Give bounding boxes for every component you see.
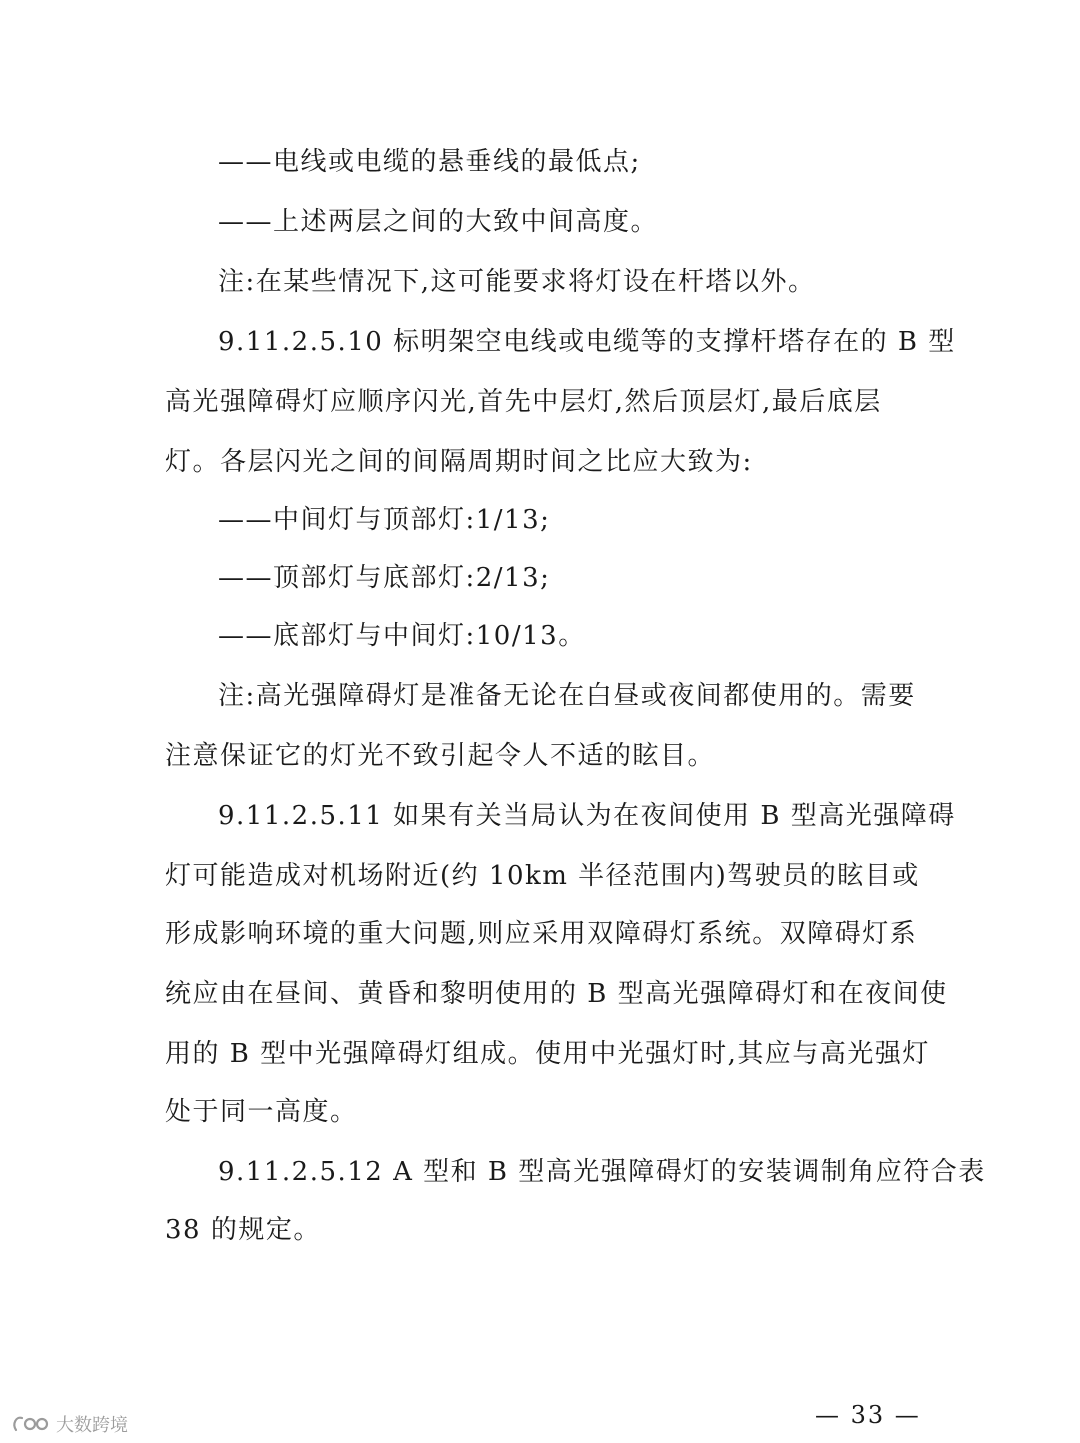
text-line: ——上述两层之间的大致中间高度。 xyxy=(218,207,659,237)
text-line: 统应由在昼间、黄昏和黎明使用的 B 型高光强障碍灯和在夜间使 xyxy=(165,979,948,1009)
list-item: ——底部灯与中间灯:10/13。 xyxy=(218,621,586,651)
note-line: 注:高光强障碍灯是准备无论在白昼或夜间都使用的。需要 xyxy=(218,681,916,711)
watermark xyxy=(10,1410,128,1438)
text-line: 形成影响环境的重大问题,则应采用双障碍灯系统。双障碍灯系 xyxy=(165,919,918,949)
note-line: 注:在某些情况下,这可能要求将灯设在杆塔以外。 xyxy=(218,267,816,297)
text-line: 处于同一高度。 xyxy=(165,1097,358,1127)
logo-icon xyxy=(10,1412,50,1436)
list-item: ——顶部灯与底部灯:2/13; xyxy=(218,563,551,593)
text-line: 高光强障碍灯应顺序闪光,首先中层灯,然后顶层灯,最后底层 xyxy=(165,387,882,417)
text-line: 灯可能造成对机场附近(约 10km 半径范围内)驾驶员的眩目或 xyxy=(165,861,920,891)
list-item: ——中间灯与顶部灯:1/13; xyxy=(218,505,551,535)
page-number: — 33 — xyxy=(815,1401,921,1429)
text-line: 灯。各层闪光之间的间隔周期时间之比应大致为: xyxy=(165,447,753,477)
watermark-text: 大数跨境 xyxy=(56,1415,128,1436)
clause-heading: 9.11.2.5.11 如果有关当局认为在夜间使用 B 型高光强障碍 xyxy=(218,801,956,831)
clause-heading: 9.11.2.5.10 标明架空电线或电缆等的支撑杆塔存在的 B 型 xyxy=(218,327,956,357)
text-line: 用的 B 型中光强障碍灯组成。使用中光强灯时,其应与高光强灯 xyxy=(165,1039,930,1069)
text-line: ——电线或电缆的悬垂线的最低点; xyxy=(218,147,641,177)
text-line: 38 的规定。 xyxy=(165,1215,321,1245)
clause-heading: 9.11.2.5.12 A 型和 B 型高光强障碍灯的安装调制角应符合表 xyxy=(218,1157,986,1187)
text-line: 注意保证它的灯光不致引起令人不适的眩目。 xyxy=(165,741,716,771)
